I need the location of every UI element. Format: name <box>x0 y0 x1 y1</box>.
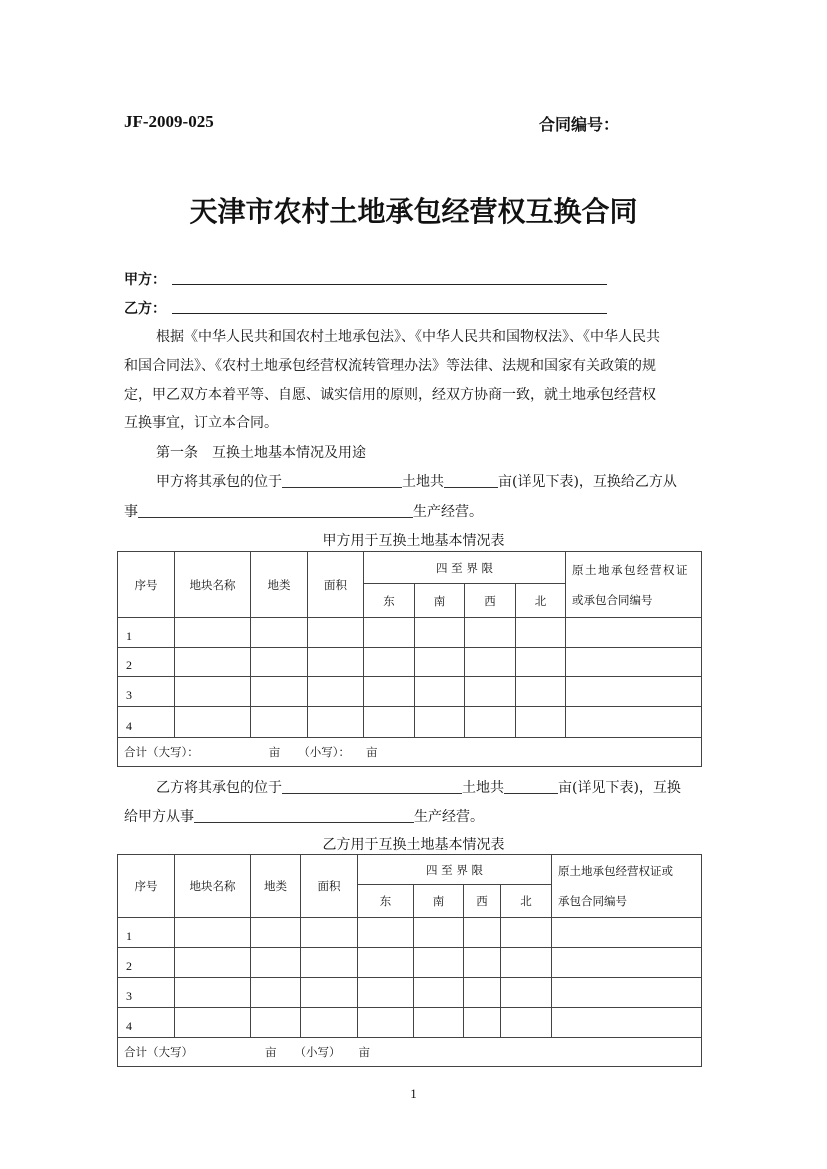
cell[interactable] <box>308 618 364 648</box>
party-a-description <box>156 471 677 491</box>
total-lower-label: （小写）： <box>298 745 350 759</box>
cell[interactable] <box>301 1008 358 1038</box>
cell[interactable] <box>308 648 364 677</box>
cell[interactable] <box>251 1008 301 1038</box>
header-west: 西 <box>464 885 501 918</box>
cell[interactable] <box>501 1008 552 1038</box>
table-row <box>118 618 702 648</box>
header-area: 面积 <box>308 552 364 618</box>
text-segment: 乙方将其承包的位于 <box>156 780 282 796</box>
cell[interactable] <box>364 618 415 648</box>
contract-number-label: 合同编号： <box>539 115 620 134</box>
cell[interactable] <box>464 918 501 948</box>
preamble-text: 定，甲乙双方本着平等、自愿、诚实信用的原则，经双方协商一致，就土地承包经营权 <box>124 387 656 403</box>
row-seq: 2 <box>118 648 175 677</box>
cell[interactable] <box>464 948 501 978</box>
header-area: 面积 <box>301 855 358 918</box>
total-cell[interactable] <box>118 738 702 767</box>
table-a <box>117 551 702 767</box>
cell[interactable] <box>501 948 552 978</box>
cell[interactable] <box>358 918 414 948</box>
text-segment: 甲方将其承包的位于 <box>156 474 282 490</box>
preamble-line <box>124 384 704 404</box>
page-title: 天津市农村土地承包经营权互换合同 <box>189 195 638 228</box>
cell[interactable] <box>415 707 465 738</box>
table-b-caption: 乙方用于互换土地基本情况表 <box>322 837 505 853</box>
preamble-text: 互换事宜，订立本合同。 <box>124 415 278 431</box>
table-row <box>118 978 702 1008</box>
cell[interactable] <box>251 978 301 1008</box>
text-segment: 亩(详见下表)，互换给乙方从 <box>498 474 677 490</box>
cell[interactable] <box>465 677 516 707</box>
cell[interactable] <box>552 948 702 978</box>
cell[interactable] <box>301 978 358 1008</box>
use-a-field[interactable] <box>138 503 413 518</box>
cell[interactable] <box>415 618 465 648</box>
cell[interactable] <box>465 648 516 677</box>
header-east: 东 <box>358 885 414 918</box>
total-row <box>118 1038 702 1067</box>
table-row <box>118 1008 702 1038</box>
cell[interactable] <box>308 707 364 738</box>
cell[interactable] <box>358 978 414 1008</box>
table-b <box>117 854 702 1067</box>
table-row <box>118 707 702 738</box>
header-cert <box>566 552 702 618</box>
cell[interactable] <box>301 918 358 948</box>
area-b-field[interactable] <box>504 779 558 794</box>
header-north: 北 <box>501 885 552 918</box>
header-cert <box>552 855 702 918</box>
cell[interactable] <box>358 948 414 978</box>
cell[interactable] <box>364 648 415 677</box>
header-boundaries: 四 至 界 限 <box>358 855 552 885</box>
table-row <box>118 918 702 948</box>
text-segment: 土地共 <box>402 474 444 490</box>
preamble-text: 和国合同法》、《农村土地承包经营权流转管理办法》等法律、法规和国家有关政策的规 <box>124 358 656 374</box>
cell[interactable] <box>552 1008 702 1038</box>
location-a-field[interactable] <box>282 473 402 488</box>
header-south: 南 <box>415 584 465 618</box>
table-row <box>118 648 702 677</box>
text-segment: 事 <box>124 504 138 520</box>
cell[interactable] <box>301 948 358 978</box>
cell[interactable] <box>251 677 308 707</box>
cell[interactable] <box>414 978 464 1008</box>
cell[interactable] <box>175 978 251 1008</box>
text-segment: 生产经营。 <box>413 504 483 520</box>
cell[interactable] <box>464 1008 501 1038</box>
header-boundaries: 四 至 界 限 <box>364 552 566 584</box>
header-east: 东 <box>364 584 415 618</box>
cell[interactable] <box>566 707 702 738</box>
total-unit: 亩 <box>366 745 378 759</box>
text-segment: 生产经营。 <box>414 809 484 825</box>
header-parcel-name: 地块名称 <box>175 552 251 618</box>
location-b-field[interactable] <box>282 779 462 794</box>
header-parcel-name: 地块名称 <box>175 855 251 918</box>
cell[interactable] <box>414 1008 464 1038</box>
cell[interactable] <box>501 978 552 1008</box>
party-b-label: 乙方： <box>124 301 166 317</box>
header-land-type: 地类 <box>251 855 301 918</box>
document-code: JF-2009-025 <box>124 112 214 131</box>
cell[interactable] <box>415 648 465 677</box>
total-upper-label: 合计（大写）： <box>124 745 199 759</box>
row-seq: 3 <box>118 978 175 1008</box>
header-south: 南 <box>414 885 464 918</box>
preamble-line <box>124 355 704 375</box>
cell[interactable] <box>516 648 566 677</box>
row-seq: 1 <box>118 918 175 948</box>
cell[interactable] <box>175 918 251 948</box>
article-heading: 第一条 互换土地基本情况及用途 <box>156 445 366 461</box>
total-unit: 亩 <box>265 1045 277 1059</box>
row-seq: 3 <box>118 677 175 707</box>
cell[interactable] <box>308 677 364 707</box>
cell[interactable] <box>175 1008 251 1038</box>
cell[interactable] <box>465 707 516 738</box>
cell[interactable] <box>552 918 702 948</box>
cell[interactable] <box>175 648 251 677</box>
cell[interactable] <box>251 918 301 948</box>
cell[interactable] <box>566 648 702 677</box>
cell[interactable] <box>251 948 301 978</box>
page-number: 1 <box>410 1086 417 1101</box>
party-b-description-cont <box>124 806 484 826</box>
total-lower-label: （小写） <box>294 1045 341 1059</box>
total-row <box>118 738 702 767</box>
cell[interactable] <box>566 677 702 707</box>
header-north: 北 <box>516 584 566 618</box>
cell[interactable] <box>175 618 251 648</box>
party-b-field[interactable] <box>172 313 607 314</box>
header-seq: 序号 <box>118 855 175 918</box>
cell[interactable] <box>175 707 251 738</box>
text-segment: 给甲方从事 <box>124 809 194 825</box>
table-row <box>118 948 702 978</box>
header-cert-line1: 原土地承包经营权证或 <box>558 864 674 878</box>
party-a-label: 甲方： <box>124 272 166 288</box>
cell[interactable] <box>358 1008 414 1038</box>
header-cert-line1: 原土地承包经营权证 <box>572 562 690 577</box>
cell[interactable] <box>516 677 566 707</box>
table-a-caption: 甲方用于互换土地基本情况表 <box>322 533 505 549</box>
text-segment: 土地共 <box>462 780 504 796</box>
cell[interactable] <box>566 618 702 648</box>
cell[interactable] <box>364 677 415 707</box>
header-cert-line2: 或承包合同编号 <box>572 592 653 607</box>
cell[interactable] <box>501 918 552 948</box>
cell[interactable] <box>175 677 251 707</box>
row-seq: 4 <box>118 1008 175 1038</box>
cell[interactable] <box>251 618 308 648</box>
cell[interactable] <box>465 618 516 648</box>
party-a-description-cont <box>124 501 483 521</box>
cell[interactable] <box>251 707 308 738</box>
cell[interactable] <box>464 978 501 1008</box>
cell[interactable] <box>175 948 251 978</box>
cell[interactable] <box>414 948 464 978</box>
row-seq: 2 <box>118 948 175 978</box>
total-unit: 亩 <box>358 1045 370 1059</box>
area-a-field[interactable] <box>444 473 498 488</box>
text-segment: 亩(详见下表)，互换 <box>558 780 681 796</box>
total-upper-label: 合计（大写） <box>124 1045 193 1059</box>
header-west: 西 <box>465 584 516 618</box>
use-b-field[interactable] <box>194 808 414 823</box>
cell[interactable] <box>364 707 415 738</box>
preamble-line <box>124 412 704 432</box>
cell[interactable] <box>415 677 465 707</box>
cell[interactable] <box>516 618 566 648</box>
cell[interactable] <box>414 918 464 948</box>
preamble-text: 根据《中华人民共和国农村土地承包法》、《中华人民共和国物权法》、《中华人民共 <box>156 329 660 345</box>
party-b-description <box>156 777 681 797</box>
row-seq: 1 <box>118 618 175 648</box>
header-cert-line2: 承包合同编号 <box>558 894 628 908</box>
total-unit: 亩 <box>268 745 281 759</box>
party-a-field[interactable] <box>172 284 607 285</box>
table-row <box>118 677 702 707</box>
cell[interactable] <box>251 648 308 677</box>
cell[interactable] <box>552 978 702 1008</box>
total-cell[interactable] <box>118 1038 702 1067</box>
row-seq: 4 <box>118 707 175 738</box>
preamble-line <box>156 326 704 346</box>
header-seq: 序号 <box>118 552 175 618</box>
header-land-type: 地类 <box>251 552 308 618</box>
cell[interactable] <box>516 707 566 738</box>
